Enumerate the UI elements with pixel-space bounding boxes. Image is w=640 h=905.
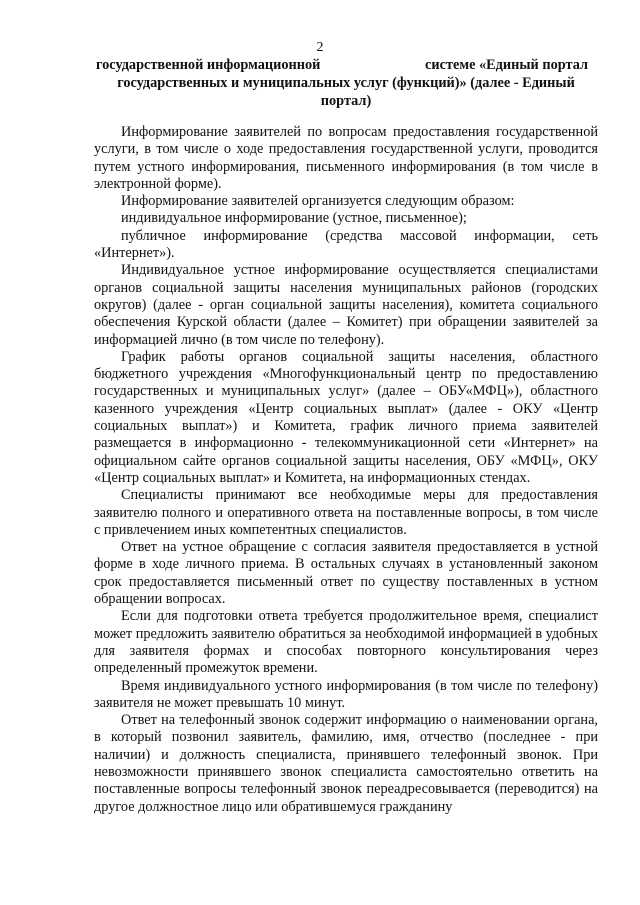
- body-text: [94, 124, 598, 816]
- heading-line-1-left: государственной информационной: [96, 57, 321, 73]
- heading-rest: государственных и муниципальных услуг (функций)» (далее - Единый портал): [117, 75, 575, 109]
- paragraph: Информирование заявителей организуется следующим образом:: [121, 193, 515, 210]
- paragraph: публичное информирование (средства массовой информации, сеть «Интернет»).: [94, 227, 598, 262]
- paragraph: График работы органов социальной защиты населения, областного бюджетного учреждения «Многофункциональный центр по предоставлению государственных и муниципальных услуг» (далее – ОБУ«МФЦ»), областного казенного учреждения «Центр социальных выплат» (далее - ОКУ «Центр социальных выплат») и Комитета, график личного приема заявителей размещается в информационно - телекоммуникационной сети «Интернет» на официальном сайте органов социальной защиты населения, ОБУ «МФЦ», ОКУ «Центр социальных выплат» и Комитета, на информационных стендах.: [94, 348, 598, 486]
- paragraph: Если для подготовки ответа требуется продолжительное время, специалист может предложить заявителю обратиться за необходимой информацией в удобных для заявителя формах и способах повторного консультирования через определенный промежуток времени.: [94, 608, 599, 677]
- heading-line-1: [96, 56, 596, 74]
- paragraph: Ответ на телефонный звонок содержит информацию о наименовании органа, в который позвонил заявитель, фамилию, имя, отчество (последнее - при наличии) и должность специалиста, принявшего телефонный звонок. При невозможности принявшего звонок специалиста самостоятельно ответить на поставленные вопросы телефонный звонок переадресовывается (переводится) на другое должностное лицо или обратившемуся гражданину: [94, 712, 598, 815]
- section-heading: [96, 56, 596, 110]
- paragraph: Индивидуальное устное информирование осуществляется специалистами органов социальной защиты населения муниципальных районов (городских округов) (далее - орган социальной защиты населения), комитета социального обеспечения Курской области (далее – Комитет) при обращении заявителей за информацией лично (в том числе по телефону).: [94, 262, 598, 348]
- page-number: 2: [316, 40, 324, 55]
- paragraph: Время индивидуального устного информирования (в том числе по телефону) заявителя не может превышать 10 минут.: [94, 677, 598, 711]
- paragraph: Специалисты принимают все необходимые меры для предоставления заявителю полного и оперативного ответа на поставленные вопросы, в том числе с привлечением иных компетентных специалистов.: [94, 487, 598, 538]
- paragraph: Информирование заявителей по вопросам предоставления государственной услуги, в том числе о ходе предоставления государственной услуги, проводится путем устного информирования, письменного информирования (в том числе в электронной форме).: [94, 124, 598, 192]
- paragraph: Ответ на устное обращение с согласия заявителя предоставляется в устной форме в ходе личного приема. В остальных случаях в установленный законом срок предоставляется письменный ответ по существу поставленных в устном обращении вопросах.: [94, 539, 598, 608]
- paragraph: индивидуальное информирование (устное, письменное);: [121, 210, 467, 227]
- heading-line-1-right: системе «Единый портал: [425, 57, 588, 73]
